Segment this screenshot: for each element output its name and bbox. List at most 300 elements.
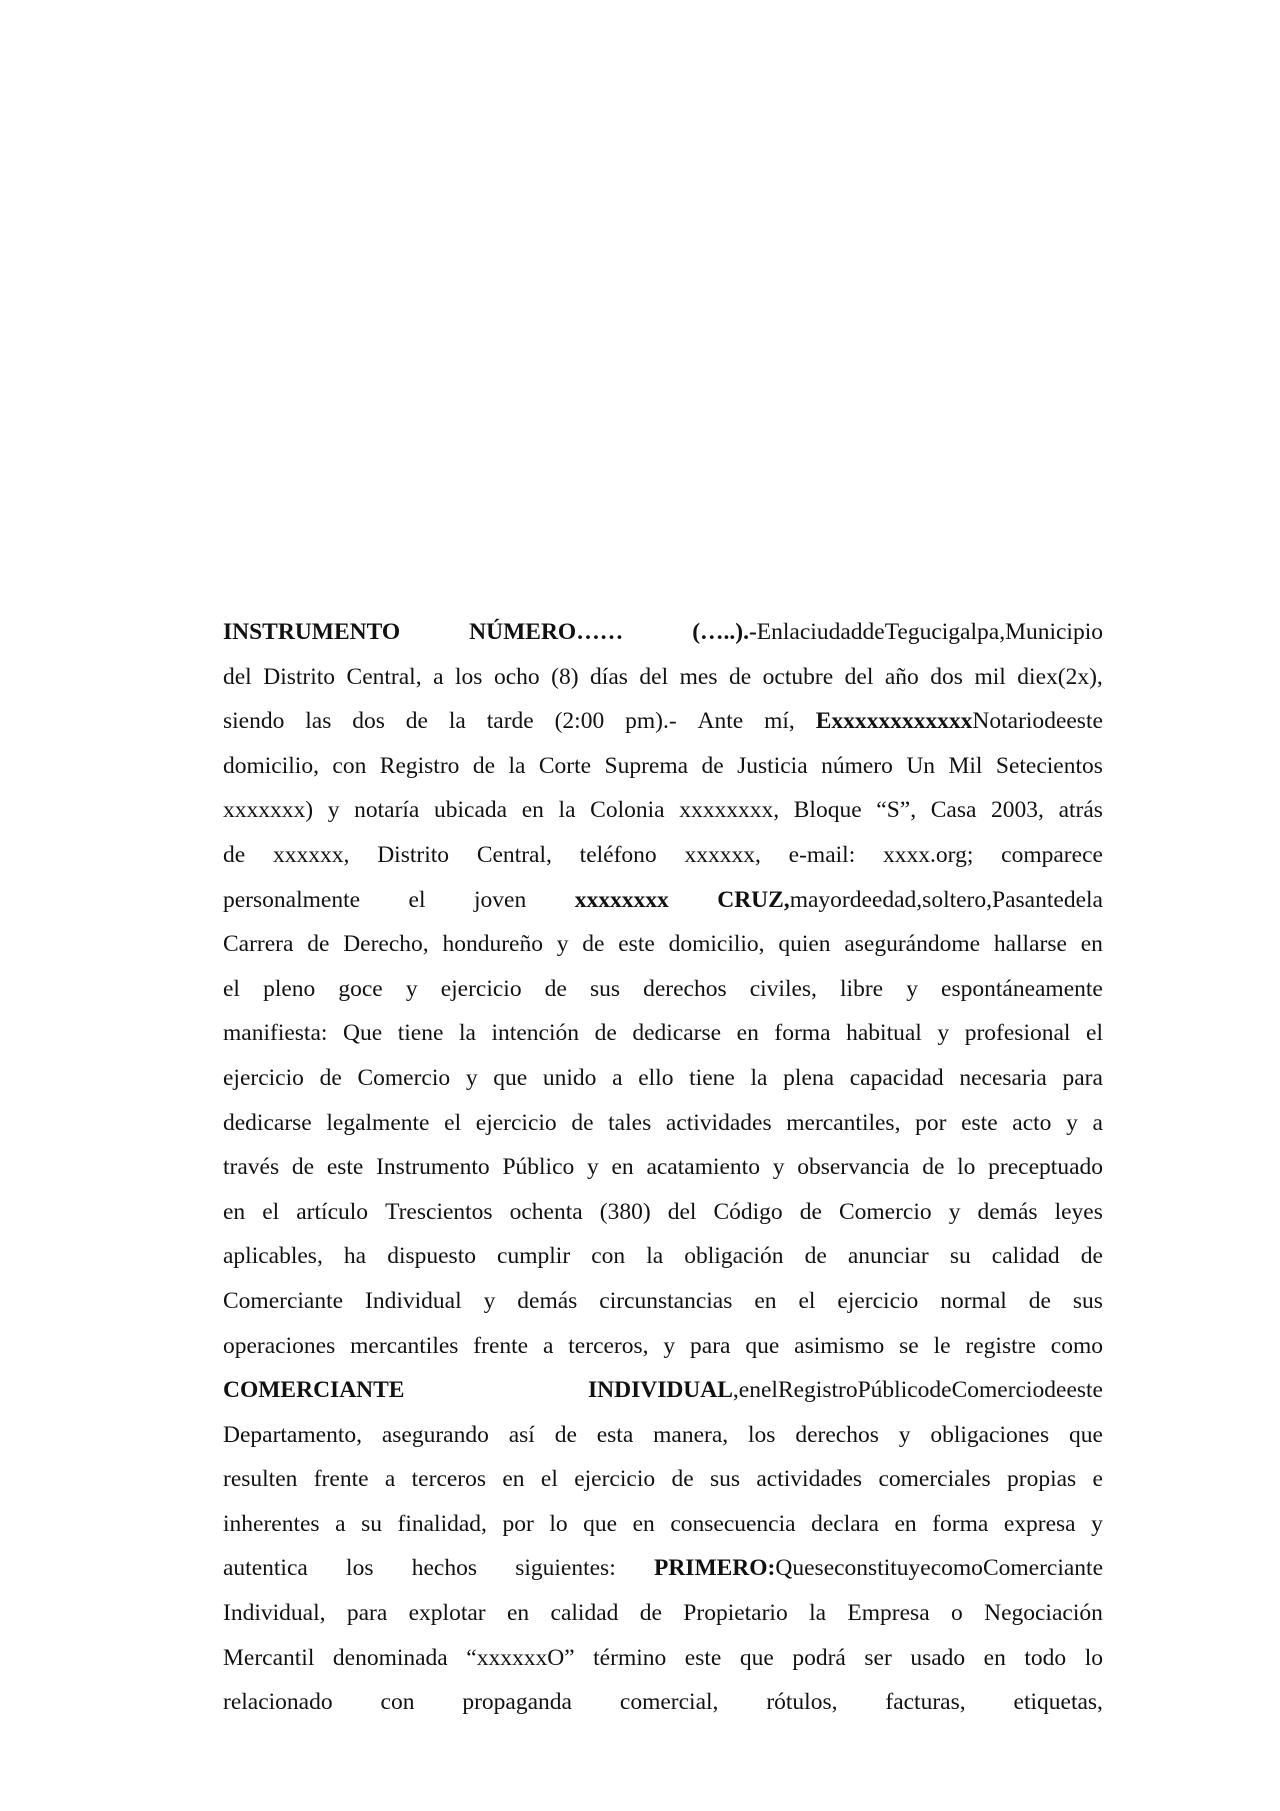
text: que bbox=[493, 1064, 528, 1091]
text: mayor bbox=[789, 886, 850, 913]
text: Propietario bbox=[683, 1600, 788, 1627]
word bbox=[466, 1636, 574, 1681]
word bbox=[864, 1636, 891, 1681]
word bbox=[740, 1636, 774, 1681]
text: ha bbox=[343, 1243, 367, 1270]
text: terceros bbox=[411, 1466, 487, 1493]
text: calidad bbox=[550, 1600, 619, 1627]
text: plena bbox=[783, 1064, 835, 1091]
text: la bbox=[782, 619, 800, 645]
bold-text: PRIMERO: bbox=[653, 1555, 776, 1582]
text: de bbox=[1044, 708, 1067, 735]
word bbox=[305, 699, 331, 744]
word bbox=[588, 1368, 1103, 1413]
document-line bbox=[223, 1190, 1103, 1235]
word bbox=[593, 1636, 666, 1681]
text: frente bbox=[473, 1332, 529, 1359]
word bbox=[346, 1546, 373, 1591]
word bbox=[679, 788, 779, 833]
word bbox=[555, 699, 605, 744]
text: través bbox=[223, 1154, 280, 1181]
text: Trescientos bbox=[385, 1198, 493, 1225]
text: lo bbox=[957, 1154, 976, 1181]
text: de bbox=[291, 1154, 315, 1181]
document-line bbox=[223, 1546, 1103, 1591]
text: normal bbox=[940, 1287, 1007, 1314]
text: demás bbox=[517, 1287, 578, 1314]
text: octubre bbox=[762, 663, 834, 690]
word bbox=[646, 1234, 663, 1279]
word bbox=[653, 1413, 728, 1458]
word bbox=[543, 1056, 597, 1101]
word bbox=[840, 967, 883, 1012]
text: soltero, bbox=[922, 886, 993, 913]
word bbox=[590, 967, 620, 1012]
document-line bbox=[223, 655, 1103, 700]
text: este bbox=[961, 1109, 998, 1136]
word bbox=[328, 788, 340, 833]
text: por bbox=[915, 1109, 947, 1136]
word bbox=[582, 922, 604, 967]
text: obligaciones bbox=[930, 1421, 1050, 1448]
text: asimismo bbox=[794, 1332, 885, 1359]
word bbox=[487, 699, 534, 744]
text: días bbox=[590, 663, 628, 690]
text: y bbox=[405, 975, 418, 1002]
word bbox=[1073, 1279, 1103, 1324]
text: en bbox=[894, 1510, 917, 1537]
word bbox=[352, 699, 385, 744]
word bbox=[930, 1413, 1049, 1458]
word bbox=[333, 1636, 448, 1681]
bold-text: COMERCIANTE bbox=[223, 1377, 405, 1404]
text: y bbox=[483, 1287, 496, 1314]
text: los bbox=[748, 1421, 776, 1448]
text: explotar bbox=[408, 1600, 486, 1627]
instrument-body-text bbox=[223, 610, 1103, 1725]
word bbox=[773, 1145, 785, 1190]
word bbox=[477, 833, 552, 878]
word bbox=[683, 1591, 787, 1636]
word bbox=[385, 1457, 395, 1502]
text: Que bbox=[775, 1555, 815, 1582]
text: de bbox=[799, 1198, 822, 1225]
text: e bbox=[1092, 1466, 1103, 1493]
bold-text: INDIVIDUAL bbox=[587, 1377, 733, 1404]
word bbox=[934, 1324, 951, 1369]
text: pleno bbox=[263, 975, 316, 1002]
document-line bbox=[223, 610, 1103, 655]
word bbox=[473, 744, 495, 789]
text: 2003, bbox=[991, 797, 1044, 824]
text: declara bbox=[811, 1510, 879, 1537]
text: para bbox=[1062, 1064, 1103, 1091]
text: (2:00 bbox=[554, 708, 605, 735]
text: Suprema bbox=[604, 752, 689, 779]
word bbox=[466, 1056, 478, 1101]
word bbox=[940, 1279, 1007, 1324]
document-line bbox=[223, 833, 1103, 878]
text: de bbox=[671, 1466, 694, 1493]
word bbox=[357, 1056, 450, 1101]
word bbox=[343, 922, 428, 967]
word bbox=[580, 833, 657, 878]
text: el bbox=[408, 886, 426, 913]
word bbox=[568, 1324, 648, 1369]
text: a bbox=[1092, 1109, 1103, 1136]
text: comerciales bbox=[878, 1466, 991, 1493]
text: de bbox=[594, 1020, 617, 1047]
text: ser bbox=[864, 1644, 892, 1671]
word bbox=[844, 922, 980, 967]
word bbox=[1093, 1457, 1103, 1502]
text: para bbox=[690, 1332, 731, 1359]
text: joven bbox=[474, 886, 527, 913]
word bbox=[320, 1056, 342, 1101]
word bbox=[502, 1145, 574, 1190]
word bbox=[381, 1680, 415, 1725]
text: personalmente bbox=[223, 886, 361, 913]
text: el bbox=[798, 1287, 816, 1314]
text: Departamento, bbox=[223, 1421, 362, 1448]
word bbox=[223, 788, 313, 833]
word bbox=[347, 1591, 387, 1636]
text: de bbox=[929, 1377, 952, 1404]
word bbox=[599, 1279, 732, 1324]
word bbox=[449, 699, 466, 744]
word bbox=[434, 788, 507, 833]
text: legalmente bbox=[326, 1109, 430, 1136]
text: y bbox=[556, 931, 569, 958]
text: ejercicio bbox=[574, 1466, 656, 1493]
word bbox=[484, 1279, 496, 1324]
word bbox=[1081, 922, 1103, 967]
text: diex(2x), bbox=[1017, 663, 1103, 690]
text: Código bbox=[713, 1198, 783, 1225]
word bbox=[502, 1457, 524, 1502]
text: se bbox=[899, 1332, 919, 1359]
word bbox=[948, 744, 982, 789]
text: y bbox=[465, 1064, 478, 1091]
text: y bbox=[898, 1421, 911, 1448]
word bbox=[1007, 1457, 1076, 1502]
text: xxxxxx, bbox=[273, 841, 350, 868]
word bbox=[497, 1234, 570, 1279]
word bbox=[984, 1636, 1006, 1681]
text: finalidad, bbox=[397, 1510, 487, 1537]
word bbox=[988, 1145, 1103, 1190]
word bbox=[543, 1324, 553, 1369]
text: a bbox=[433, 663, 444, 690]
text: de bbox=[1063, 886, 1086, 913]
word bbox=[380, 744, 460, 789]
text: como bbox=[930, 1555, 983, 1582]
word bbox=[385, 1190, 493, 1235]
text: frente bbox=[313, 1466, 369, 1493]
text: podrá bbox=[792, 1644, 846, 1671]
text: propias bbox=[1007, 1466, 1077, 1493]
text: domicilio, bbox=[668, 931, 765, 958]
text: registre bbox=[965, 1332, 1036, 1359]
text: de bbox=[804, 1243, 827, 1270]
word bbox=[223, 1145, 279, 1190]
document-line bbox=[223, 1368, 1103, 1413]
word bbox=[442, 922, 543, 967]
word bbox=[680, 655, 718, 700]
text: usado bbox=[910, 1644, 966, 1671]
word bbox=[811, 1502, 879, 1547]
text: dos bbox=[352, 708, 385, 735]
word bbox=[798, 1279, 815, 1324]
word bbox=[850, 1056, 944, 1101]
text: y bbox=[1066, 1109, 1078, 1136]
text: Instrumento bbox=[376, 1154, 490, 1181]
word bbox=[1004, 1502, 1076, 1547]
text: Distrito bbox=[377, 841, 449, 868]
word bbox=[382, 1413, 489, 1458]
word bbox=[223, 1011, 327, 1056]
text: la bbox=[508, 752, 526, 779]
text: el bbox=[262, 1198, 280, 1225]
word bbox=[494, 655, 540, 700]
text: ejercicio bbox=[223, 1064, 304, 1091]
document-line bbox=[223, 1324, 1103, 1369]
word bbox=[764, 699, 795, 744]
text: atrás bbox=[1058, 797, 1103, 824]
word bbox=[361, 1502, 382, 1547]
word bbox=[754, 1279, 776, 1324]
word bbox=[883, 833, 973, 878]
text: xxxxxxx) bbox=[223, 797, 314, 824]
text: Bloque bbox=[793, 797, 862, 824]
text: calidad bbox=[991, 1243, 1060, 1270]
word bbox=[931, 788, 977, 833]
word bbox=[223, 1502, 320, 1547]
text: acatamiento bbox=[646, 1154, 760, 1181]
document-line bbox=[223, 1011, 1103, 1056]
text: y bbox=[772, 1154, 785, 1181]
word bbox=[474, 878, 526, 923]
text: demás bbox=[977, 1198, 1038, 1225]
document-line bbox=[223, 1591, 1103, 1636]
text: o bbox=[950, 1600, 963, 1627]
word bbox=[748, 1413, 775, 1458]
word bbox=[1012, 1101, 1051, 1146]
text: lo bbox=[549, 1510, 568, 1537]
word bbox=[296, 1190, 368, 1235]
document-line bbox=[223, 1056, 1103, 1101]
text: la bbox=[750, 1064, 768, 1091]
word bbox=[509, 1413, 535, 1458]
word bbox=[1069, 1413, 1103, 1458]
text: Setecientos bbox=[995, 752, 1103, 779]
word bbox=[795, 1413, 879, 1458]
document-line bbox=[223, 967, 1103, 1012]
text: xxxx.org; bbox=[883, 841, 974, 868]
word bbox=[412, 1457, 486, 1502]
text: edad, bbox=[871, 886, 923, 913]
word bbox=[618, 922, 655, 967]
word bbox=[502, 1502, 533, 1547]
word bbox=[839, 1190, 932, 1235]
text: del bbox=[844, 663, 874, 690]
text: tales bbox=[608, 1109, 652, 1136]
word bbox=[591, 1234, 625, 1279]
word bbox=[922, 1145, 944, 1190]
text: Individual, bbox=[223, 1600, 326, 1627]
word bbox=[223, 610, 400, 655]
word bbox=[816, 699, 1103, 744]
word bbox=[223, 655, 252, 700]
text: teléfono bbox=[579, 841, 657, 868]
text: Tegucigalpa, bbox=[884, 619, 1006, 645]
word bbox=[894, 1502, 916, 1547]
text: Un bbox=[906, 752, 936, 779]
text: hondureño bbox=[442, 931, 543, 958]
word bbox=[1062, 1056, 1102, 1101]
word bbox=[684, 1234, 783, 1279]
text: asegurando bbox=[381, 1421, 489, 1448]
text: “xxxxxxO” bbox=[466, 1644, 575, 1671]
word bbox=[571, 1101, 593, 1146]
text: acto bbox=[1012, 1109, 1052, 1136]
word bbox=[441, 967, 522, 1012]
text: dedicarse bbox=[632, 1020, 722, 1047]
word bbox=[493, 1056, 527, 1101]
word bbox=[1029, 1279, 1051, 1324]
word bbox=[551, 1591, 619, 1636]
text: profesional bbox=[964, 1020, 1071, 1047]
word bbox=[977, 1190, 1037, 1235]
text: en bbox=[611, 1154, 634, 1181]
word bbox=[1055, 1190, 1103, 1235]
text: xxxxxx, bbox=[684, 841, 761, 868]
text: derechos bbox=[643, 975, 727, 1002]
text: Registro bbox=[777, 1377, 858, 1404]
text: Empresa bbox=[847, 1600, 930, 1627]
word bbox=[668, 1190, 697, 1235]
text: ejercicio bbox=[837, 1287, 919, 1314]
word bbox=[263, 655, 335, 700]
word bbox=[899, 1324, 919, 1369]
word bbox=[646, 1145, 760, 1190]
bold-text: xxxxxxxx bbox=[574, 886, 669, 913]
text: de bbox=[728, 663, 752, 690]
text: “S”, bbox=[876, 797, 917, 824]
text: del bbox=[223, 663, 252, 690]
word bbox=[698, 699, 744, 744]
text: este bbox=[618, 931, 655, 958]
text: para bbox=[346, 1600, 388, 1627]
text: Justicia bbox=[737, 752, 808, 779]
text: tarde bbox=[486, 708, 534, 735]
word bbox=[766, 1680, 837, 1725]
bold-text: Exxxxxxxxxxxx bbox=[815, 708, 973, 735]
text: tiene bbox=[689, 1064, 735, 1091]
word bbox=[469, 610, 623, 655]
text: denominada bbox=[332, 1644, 448, 1671]
text: que bbox=[1068, 1421, 1103, 1448]
bold-text: INSTRUMENTO bbox=[223, 619, 401, 645]
text: a bbox=[542, 1332, 554, 1359]
text: Público bbox=[502, 1154, 575, 1181]
text: ubicada bbox=[434, 797, 508, 824]
text: goce bbox=[338, 975, 383, 1002]
word bbox=[984, 1591, 1103, 1636]
text: que bbox=[745, 1332, 780, 1359]
text: de bbox=[849, 886, 872, 913]
word bbox=[847, 1591, 929, 1636]
word bbox=[223, 1457, 297, 1502]
document-line bbox=[223, 1413, 1103, 1458]
word bbox=[710, 1457, 740, 1502]
text: la bbox=[458, 1020, 476, 1047]
word bbox=[965, 1011, 1071, 1056]
text: como bbox=[1050, 1332, 1103, 1359]
text: facturas, bbox=[885, 1689, 966, 1716]
word bbox=[959, 1056, 1046, 1101]
text: en bbox=[736, 1020, 759, 1047]
word bbox=[223, 1056, 304, 1101]
word bbox=[314, 1457, 369, 1502]
text: actividades bbox=[756, 1466, 863, 1493]
text: espontáneamente bbox=[941, 975, 1103, 1002]
text: sus bbox=[589, 975, 620, 1002]
text: Ante bbox=[697, 708, 744, 735]
text: este bbox=[326, 1154, 364, 1181]
word bbox=[620, 1680, 719, 1725]
text: Colonia bbox=[590, 797, 665, 824]
word bbox=[639, 655, 668, 700]
text: forma bbox=[774, 1020, 831, 1047]
word bbox=[292, 1145, 314, 1190]
word bbox=[684, 833, 760, 878]
bold-text: NÚMERO…… bbox=[469, 619, 624, 645]
text: rótulos, bbox=[766, 1689, 838, 1716]
text: de bbox=[472, 752, 496, 779]
text: los bbox=[346, 1555, 374, 1582]
word bbox=[223, 878, 360, 923]
word bbox=[492, 1011, 579, 1056]
text: en bbox=[738, 1377, 761, 1404]
word bbox=[406, 967, 418, 1012]
text: y bbox=[587, 1154, 599, 1181]
text: a bbox=[335, 1510, 346, 1537]
text: habitual bbox=[846, 1020, 922, 1047]
text: de bbox=[571, 1109, 594, 1136]
text: inherentes bbox=[223, 1510, 320, 1537]
text: ochenta bbox=[509, 1198, 583, 1225]
text: del bbox=[667, 1198, 697, 1225]
word bbox=[671, 1457, 693, 1502]
word bbox=[994, 922, 1067, 967]
text: Municipio bbox=[1005, 619, 1103, 645]
text: y bbox=[937, 1020, 950, 1047]
text: a bbox=[612, 1064, 623, 1091]
text: Individual bbox=[365, 1287, 462, 1314]
word bbox=[1085, 1636, 1103, 1681]
text: Comerciante bbox=[982, 1555, 1103, 1582]
word bbox=[338, 967, 382, 1012]
text: etiquetas, bbox=[1013, 1689, 1103, 1716]
word bbox=[1017, 655, 1103, 700]
text: dispuesto bbox=[387, 1243, 476, 1270]
text: autentica bbox=[223, 1555, 308, 1582]
text: con bbox=[332, 752, 367, 779]
word bbox=[1051, 1324, 1103, 1369]
text: que bbox=[739, 1644, 774, 1671]
word bbox=[223, 1546, 308, 1591]
